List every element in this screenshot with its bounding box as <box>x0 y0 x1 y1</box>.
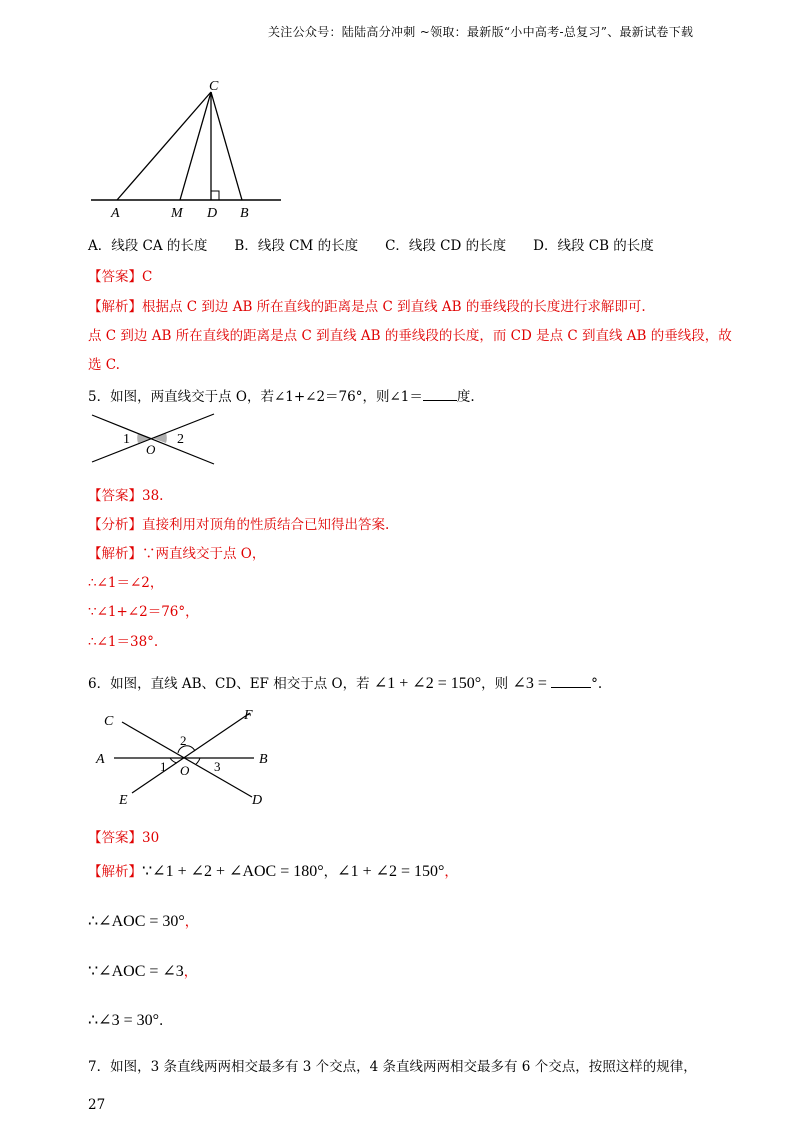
angle-arc-3 <box>196 758 200 764</box>
q6-line4-math: ∴∠3 = 30° <box>88 1012 160 1029</box>
q5-blank <box>423 400 457 401</box>
page-header: 关注公众号：陆陆高分冲刺 ~领取：最新版“小中高考-总复习”、最新试卷下载 <box>268 25 694 39</box>
q6-stem-text: 6．如图，直线 AB、CD、EF 相交于点 O，若 <box>88 676 370 692</box>
segment-cm <box>180 92 211 200</box>
label-a: A <box>96 752 105 767</box>
q5-jiexi: 【解析】∵两直线交于点 O， <box>88 546 266 562</box>
q6-stem <box>88 672 602 693</box>
angle-arc-1 <box>170 758 177 763</box>
q6-stem-end: °. <box>591 676 603 692</box>
label-b: B <box>240 206 249 221</box>
figure-q6 <box>92 707 282 811</box>
q6-line3-end: ， <box>183 964 198 980</box>
angle-label-1: 1 <box>123 432 130 447</box>
q6-jiexi-line4 <box>88 1010 163 1030</box>
line-ef <box>132 713 250 793</box>
q6-line4-end: . <box>159 1013 164 1029</box>
q4-analysis-line3: 选 C. <box>88 357 120 373</box>
q6-line2-math: ∴∠AOC = 30° <box>88 913 185 930</box>
q7-stem: 7．如图，3 条直线两两相交最多有 3 个交点，4 条直线两两相交最多有 6 个交点，按照这样的规律， <box>88 1059 697 1075</box>
q4-analysis-line1: 【解析】根据点 C 到边 AB 所在直线的距离是点 C 到直线 AB 的垂线段的长度进行求解即可. <box>88 299 646 315</box>
figure-q4 <box>85 78 285 223</box>
q6-stem-math2: ∠3 = <box>512 675 547 692</box>
label-a: A <box>111 206 120 221</box>
segment-ca <box>117 92 211 200</box>
angle-label-3: 3 <box>214 759 221 774</box>
q5-step3: ∴∠1＝38°. <box>88 634 159 650</box>
line-cd <box>122 722 252 797</box>
point-label-o: O <box>146 442 156 457</box>
q5-step2: ∵∠1+∠2＝76°， <box>88 604 199 620</box>
figure-q5 <box>88 409 223 469</box>
q4-options: A．线段 CA 的长度 B．线段 CM 的长度 C．线段 CD 的长度 D．线段 CB 的长度 <box>88 238 654 254</box>
q6-jiexi-label: 【解析】 <box>88 864 142 880</box>
q5-answer: 【答案】38. <box>88 488 164 504</box>
label-c: C <box>104 714 114 729</box>
q6-line3-math: ∵∠AOC = ∠3 <box>88 963 184 980</box>
q5-stem <box>88 385 475 405</box>
q4-analysis-line2: 点 C 到边 AB 所在直线的距离是点 C 到直线 AB 的垂线段的长度，而 CD 是点 C 到直线 AB 的垂线段，故 <box>88 328 732 344</box>
q6-jiexi-line3 <box>88 960 197 981</box>
q5-fenxi: 【分析】直接利用对顶角的性质结合已知得出答案. <box>88 517 390 533</box>
q6-line2-end: ， <box>184 914 199 930</box>
q5-step1: ∴∠1＝∠2， <box>88 575 164 591</box>
angle-label-2: 2 <box>177 432 184 447</box>
angle-label-1: 1 <box>160 759 167 774</box>
right-angle-mark <box>211 191 219 200</box>
label-m: M <box>171 206 183 221</box>
q6-stem-mid: ，则 <box>481 676 509 692</box>
q6-line1-end: ， <box>444 864 458 880</box>
label-b: B <box>259 752 268 767</box>
q5-stem-end: 度. <box>456 389 475 405</box>
q6-line1-sep: ， <box>323 864 338 880</box>
segment-cb <box>211 92 242 200</box>
q6-blank <box>551 687 591 688</box>
label-e: E <box>119 793 128 808</box>
label-d: D <box>252 793 263 808</box>
angle-label-2: 2 <box>180 733 187 748</box>
q6-line1-math2: ∠1 + ∠2 = 150° <box>337 863 445 880</box>
q6-answer: 【答案】30 <box>88 830 160 846</box>
page-number: 27 <box>88 1097 106 1113</box>
q6-stem-math: ∠1 + ∠2 = 150° <box>373 675 482 692</box>
q6-jiexi-line1 <box>88 860 458 881</box>
label-o: O <box>180 763 190 778</box>
q5-stem-text: 5．如图，两直线交于点 O，若∠1+∠2＝76°，则∠1＝ <box>88 389 423 405</box>
label-c: C <box>209 79 219 94</box>
q4-answer: 【答案】C <box>88 269 153 285</box>
label-f: F <box>244 708 253 723</box>
label-d: D <box>207 206 218 221</box>
q6-jiexi-line2 <box>88 910 198 931</box>
q6-line1-math: ∵∠1 + ∠2 + ∠AOC = 180° <box>142 863 324 880</box>
